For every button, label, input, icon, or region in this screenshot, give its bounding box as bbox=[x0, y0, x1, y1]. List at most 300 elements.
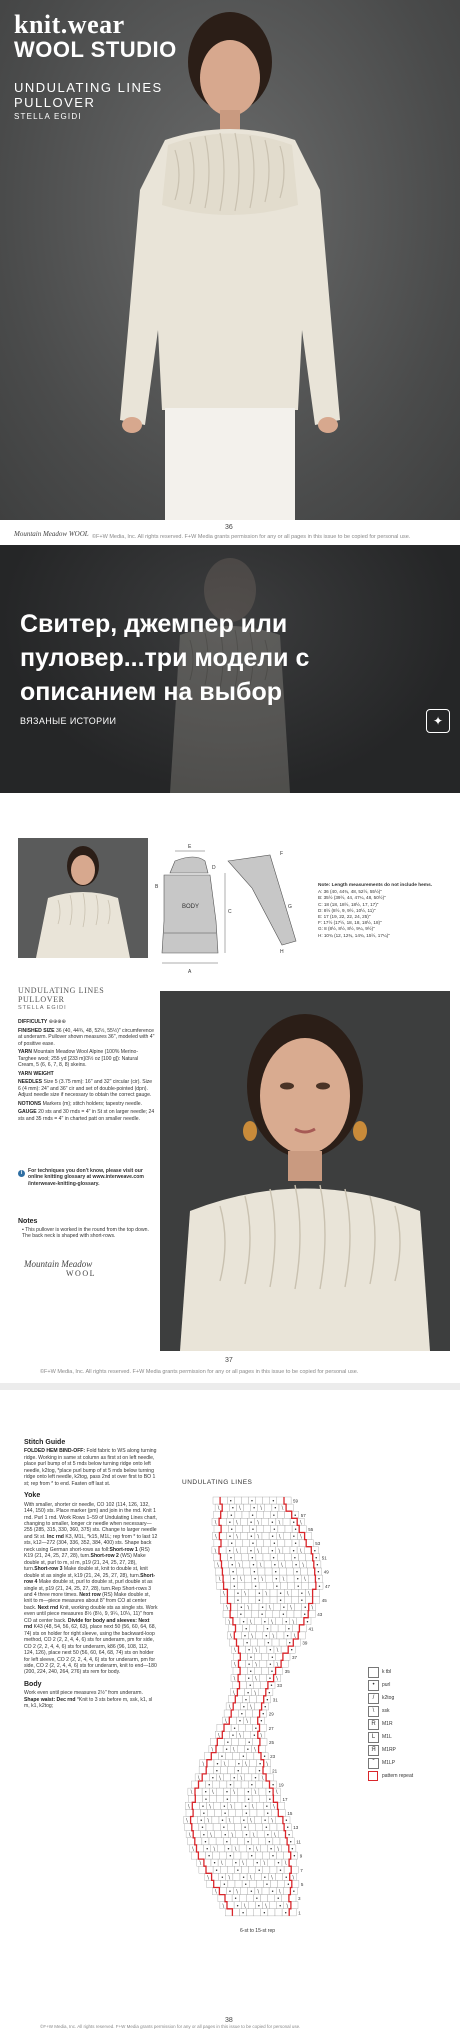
chart-cell bbox=[301, 1568, 308, 1575]
chart-cell bbox=[244, 1731, 251, 1738]
instruction-text: K3, M1L, *k15, M1L; rep from * to last 12 sts, k12—272 (304, 336, 352, 384, 400) sts. Shape back neck using German short-rows as foll: bbox=[24, 1533, 158, 1553]
chart-cell bbox=[298, 1632, 305, 1639]
chart-symbol: • bbox=[247, 1676, 251, 1683]
star-icon[interactable]: ✦ bbox=[426, 709, 450, 733]
chart-symbol: \ bbox=[240, 1576, 242, 1583]
chart-symbol: • bbox=[244, 1697, 248, 1704]
chart-symbol: • bbox=[244, 1882, 248, 1888]
chart-symbol: \ bbox=[247, 1605, 250, 1612]
chart-cell bbox=[244, 1568, 251, 1575]
chart-cell bbox=[212, 1873, 219, 1880]
chart-cell bbox=[306, 1540, 313, 1547]
chart-cell bbox=[221, 1540, 228, 1547]
chart-cell bbox=[277, 1632, 284, 1639]
chart-cell bbox=[222, 1731, 229, 1738]
chart-row-number: 45 bbox=[321, 1598, 327, 1603]
chart-symbol: • bbox=[215, 1867, 219, 1874]
notes-heading: Notes bbox=[18, 1218, 38, 1225]
magazine-brand bbox=[14, 12, 177, 121]
chart-cell bbox=[224, 1774, 231, 1781]
chart-cell bbox=[283, 1653, 290, 1660]
measurement-item: G: 8 (8½, 8½, 8½, 9¼, 9½)" bbox=[318, 926, 375, 932]
legend-symbol-icon: • bbox=[368, 1680, 379, 1691]
instruction-step-label: Divide for body and sleeves: Next rnd bbox=[24, 1617, 150, 1631]
chart-row-number: 29 bbox=[268, 1711, 274, 1717]
chart-symbol: \ bbox=[273, 1803, 275, 1810]
chart-symbol: • bbox=[250, 1782, 254, 1789]
banner-headline[interactable]: Свитер, джемпер или пуловер...три модели с описанием на выбор bbox=[20, 610, 310, 706]
technique-note-text[interactable]: For techniques you don't know, please visit our online knitting glossary at www.interweave.com /interweave-knitting-glossary. bbox=[28, 1168, 144, 1187]
chart-row-number: 25 bbox=[269, 1740, 275, 1745]
chart-symbol: • bbox=[251, 1541, 255, 1548]
chart-symbol: • bbox=[289, 1839, 293, 1846]
chart-symbol: \ bbox=[251, 1633, 253, 1640]
spec-label: YARN WEIGHT bbox=[18, 1070, 54, 1077]
chart-symbol: \ bbox=[302, 1562, 305, 1569]
chart-cell bbox=[241, 1781, 248, 1788]
chart-cell bbox=[286, 1504, 293, 1511]
chart-symbol: • bbox=[282, 1605, 286, 1612]
chart-symbol: \ bbox=[224, 1718, 227, 1725]
chart-cell bbox=[262, 1518, 269, 1525]
chart-cell bbox=[244, 1575, 251, 1582]
chart-symbol: • bbox=[222, 1825, 226, 1832]
chart-cell bbox=[231, 1710, 238, 1717]
chart-cell bbox=[254, 1753, 261, 1760]
chart-cell bbox=[244, 1611, 251, 1618]
chart-cell bbox=[220, 1781, 227, 1788]
chart-symbol: • bbox=[317, 1576, 321, 1583]
chart-cell bbox=[216, 1746, 223, 1753]
chart-row-number: 9 bbox=[299, 1853, 303, 1859]
chart-symbol: • bbox=[244, 1626, 248, 1633]
instruction-text: Make double st, knit to double st, knit double st as single st, k19 (21, 24, 25, 27, 28), turn. bbox=[24, 1566, 148, 1579]
chart-symbol: • bbox=[272, 1512, 276, 1519]
chart-cell bbox=[241, 1852, 248, 1859]
chart-cell bbox=[249, 1880, 256, 1887]
chart-cell bbox=[284, 1852, 291, 1859]
section-heading: Body bbox=[24, 1680, 42, 1688]
chart-row-number: 57 bbox=[300, 1512, 306, 1518]
page-38-footer bbox=[0, 2017, 460, 2029]
chart-cell bbox=[255, 1653, 262, 1660]
spec-item bbox=[18, 1028, 156, 1048]
chart-symbol: \ bbox=[211, 1747, 214, 1754]
chart-cell bbox=[271, 1625, 278, 1632]
legend-item bbox=[368, 1667, 458, 1680]
chart-symbol: • bbox=[315, 1562, 319, 1569]
chart-cell bbox=[234, 1852, 241, 1859]
chart-symbol: • bbox=[244, 1803, 248, 1810]
chart-symbol: • bbox=[255, 1860, 259, 1867]
chart-symbol: • bbox=[276, 1896, 280, 1903]
chart-symbol: • bbox=[272, 1541, 276, 1548]
chart-symbol: \ bbox=[229, 1633, 232, 1640]
chart-cell bbox=[249, 1767, 256, 1774]
pattern-specs bbox=[18, 1019, 156, 1124]
chart-symbol: \ bbox=[236, 1519, 238, 1526]
chart-cell bbox=[223, 1575, 230, 1582]
chart-symbol: • bbox=[225, 1789, 229, 1796]
chart-symbol: • bbox=[263, 1754, 267, 1761]
chart-symbol: • bbox=[229, 1555, 233, 1562]
chart-cell bbox=[224, 1724, 231, 1731]
chart-cell bbox=[217, 1795, 224, 1802]
chart-symbol: • bbox=[254, 1583, 258, 1590]
chart-symbol: \ bbox=[197, 1775, 200, 1782]
chart-cell bbox=[258, 1568, 265, 1575]
chart-symbol: • bbox=[245, 1640, 249, 1647]
copyright-text: ©F+W Media, Inc. All rights reserved. F+W Media grants permission for any or all pages in this issue to be copied for personal use. bbox=[92, 534, 411, 540]
chart-cell bbox=[235, 1525, 242, 1532]
chart-cell bbox=[234, 1781, 241, 1788]
chart-cell bbox=[242, 1511, 249, 1518]
chart-cell bbox=[278, 1802, 285, 1809]
chart-cell bbox=[213, 1781, 220, 1788]
chart-cell bbox=[291, 1596, 298, 1603]
chart-symbol: • bbox=[231, 1732, 235, 1739]
chart-cell bbox=[289, 1859, 296, 1866]
chart-cell bbox=[224, 1582, 231, 1589]
chart-symbol: • bbox=[254, 1775, 257, 1782]
chart-row-number: 49 bbox=[323, 1569, 329, 1575]
banner-category[interactable]: ВЯЗАНЫЕ ИСТОРИИ bbox=[20, 716, 117, 726]
chart-cell bbox=[278, 1880, 285, 1887]
chart-row-number: 53 bbox=[315, 1541, 321, 1547]
legend-label: k2tog bbox=[382, 1695, 395, 1701]
chart-cell bbox=[213, 1497, 220, 1504]
chart-cell bbox=[237, 1689, 244, 1696]
chart-symbol: • bbox=[281, 1612, 285, 1619]
chart-cell bbox=[262, 1852, 269, 1859]
chart-symbol: \ bbox=[277, 1846, 280, 1853]
chart-row-number: 59 bbox=[293, 1498, 299, 1504]
chart-symbol: • bbox=[257, 1598, 261, 1604]
pattern-title bbox=[18, 986, 148, 1004]
chart-cell bbox=[271, 1809, 278, 1816]
chart-cell bbox=[237, 1568, 244, 1575]
chart-symbol: • bbox=[223, 1811, 227, 1817]
chart-symbol: • bbox=[232, 1583, 236, 1590]
chart-cell bbox=[285, 1540, 292, 1547]
spec-item bbox=[18, 1109, 156, 1122]
chart-symbol: \ bbox=[217, 1732, 220, 1739]
chart-symbol: • bbox=[236, 1867, 240, 1874]
garment-schematic bbox=[150, 833, 300, 983]
chart-symbol: • bbox=[270, 1683, 273, 1690]
chart-cell bbox=[220, 1852, 227, 1859]
article-banner[interactable] bbox=[0, 545, 460, 793]
chart-cell bbox=[237, 1838, 244, 1845]
copyright-text: ©F+W Media, Inc. All rights reserved. F+W Media grants permission for any or all pages in this issue to be copied for personal use. bbox=[40, 1369, 359, 1375]
chart-symbol: • bbox=[232, 1576, 236, 1583]
chart-symbol: \ bbox=[292, 1874, 295, 1881]
chart-cell bbox=[257, 1540, 264, 1547]
chart-symbol: • bbox=[245, 1832, 248, 1839]
chart-cell bbox=[277, 1852, 284, 1859]
spec-item bbox=[18, 1079, 156, 1099]
chart-cell bbox=[233, 1653, 240, 1660]
chart-symbol: \ bbox=[274, 1832, 276, 1839]
chart-cell bbox=[192, 1802, 199, 1809]
legend-label: ssk bbox=[382, 1708, 390, 1714]
chart-symbol: • bbox=[202, 1811, 206, 1817]
chart-symbol: • bbox=[236, 1768, 240, 1775]
chart-cell bbox=[238, 1795, 245, 1802]
chart-symbol: \ bbox=[246, 1718, 248, 1725]
chart-symbol: • bbox=[272, 1555, 276, 1562]
chart-cell bbox=[299, 1554, 306, 1561]
chart-cell bbox=[270, 1589, 277, 1596]
chart-cell bbox=[191, 1852, 198, 1859]
chart-symbol: \ bbox=[276, 1647, 279, 1654]
chart-symbol: \ bbox=[255, 1647, 258, 1654]
chart-row-number: 15 bbox=[287, 1811, 293, 1816]
chart-cell bbox=[236, 1625, 243, 1632]
chart-cell bbox=[207, 1760, 214, 1767]
instruction-text: *Knit to 3 sts before m, ssk, k1, sl m, k1, k2tog; bbox=[24, 1696, 153, 1710]
chart-symbol: • bbox=[266, 1626, 269, 1633]
chart-symbol: • bbox=[230, 1541, 234, 1548]
chart-cell bbox=[255, 1781, 262, 1788]
chart-cell bbox=[254, 1873, 261, 1880]
mountain-meadow-logo bbox=[24, 1259, 96, 1278]
chart-symbol: \ bbox=[257, 1889, 260, 1896]
chart-cell bbox=[235, 1696, 242, 1703]
chart-cell bbox=[240, 1682, 247, 1689]
wool-studio-title: WOOL STUDIO bbox=[14, 37, 177, 62]
chart-cell bbox=[233, 1817, 240, 1824]
chart-symbol: • bbox=[239, 1605, 243, 1612]
chart-symbol: • bbox=[249, 1519, 253, 1526]
pattern-title-line2: PULLOVER bbox=[14, 95, 96, 110]
chart-symbol: \ bbox=[303, 1576, 306, 1583]
chart-cell bbox=[277, 1554, 284, 1561]
chart-row-number: 7 bbox=[300, 1867, 303, 1873]
chart-cell bbox=[219, 1533, 226, 1540]
spec-item bbox=[18, 1101, 156, 1108]
chart-cell bbox=[242, 1596, 249, 1603]
pattern-title-line2: PULLOVER bbox=[18, 995, 65, 1004]
chart-cell bbox=[262, 1533, 269, 1540]
chart-cell bbox=[256, 1880, 263, 1887]
chart-cell bbox=[273, 1795, 280, 1802]
chart-symbol: • bbox=[318, 1583, 321, 1590]
chart-symbol: • bbox=[247, 1661, 251, 1668]
chart-legend bbox=[368, 1667, 458, 1784]
chart-symbol: • bbox=[279, 1590, 283, 1597]
chart-symbol: \ bbox=[249, 1874, 252, 1881]
chart-row-number: 21 bbox=[272, 1768, 278, 1774]
chart-symbol: \ bbox=[300, 1534, 302, 1541]
chart-cell bbox=[277, 1497, 284, 1504]
instruction-text: Knit, working double sts as single sts. Work even until piece measures 8½ (8½, 9, 9¼, 10¼, 11)" from CO at center back. bbox=[24, 1604, 158, 1624]
chart-symbol: \ bbox=[268, 1605, 271, 1612]
chart-symbol: • bbox=[271, 1782, 275, 1789]
chart-cell bbox=[254, 1909, 261, 1916]
chart-symbol: • bbox=[228, 1853, 232, 1860]
chart-symbol: \ bbox=[222, 1903, 225, 1910]
chart-cell bbox=[263, 1554, 270, 1561]
chart-symbol: \ bbox=[276, 1676, 278, 1683]
chart-symbol: \ bbox=[210, 1832, 212, 1839]
chart-cell bbox=[231, 1795, 238, 1802]
chart-cell bbox=[214, 1802, 221, 1809]
brand-logo-wool: WOOL bbox=[66, 1269, 96, 1278]
knitwear-logo: knit.wear bbox=[14, 10, 125, 39]
chart-cell bbox=[263, 1596, 270, 1603]
chart-cell bbox=[266, 1575, 273, 1582]
chart-cell bbox=[234, 1632, 241, 1639]
chart-symbol: \ bbox=[252, 1832, 255, 1839]
chart-cell bbox=[293, 1639, 300, 1646]
chart-cell bbox=[195, 1795, 202, 1802]
chart-symbol: \ bbox=[245, 1761, 247, 1768]
chart-cell bbox=[270, 1902, 277, 1909]
chart-symbol: \ bbox=[251, 1803, 254, 1810]
legend-label: pattern repeat bbox=[382, 1773, 414, 1779]
chart-symbol: • bbox=[293, 1555, 297, 1562]
chart-symbol: • bbox=[204, 1789, 208, 1796]
technique-note[interactable] bbox=[18, 1168, 156, 1187]
chart-symbol: \ bbox=[207, 1874, 209, 1881]
chart-cell bbox=[250, 1760, 257, 1767]
chart-symbol: \ bbox=[235, 1548, 238, 1555]
chart-row-number: 37 bbox=[292, 1654, 298, 1660]
chart-symbol: • bbox=[287, 1832, 291, 1839]
legend-label: M1LP bbox=[382, 1760, 396, 1766]
chart-symbol: • bbox=[231, 1505, 235, 1512]
chart-cell bbox=[250, 1696, 257, 1703]
chart-symbol: \ bbox=[257, 1534, 260, 1541]
chart-symbol: • bbox=[225, 1796, 229, 1803]
chart-row-number: 11 bbox=[296, 1839, 301, 1845]
chart-symbol: • bbox=[249, 1654, 253, 1661]
chart-row-number: 31 bbox=[272, 1697, 278, 1703]
chart-symbol: • bbox=[211, 1775, 215, 1782]
instruction-step-label: Shape waist: Dec rnd bbox=[24, 1696, 76, 1703]
chart-cell bbox=[261, 1682, 268, 1689]
chart-cell bbox=[264, 1540, 271, 1547]
chart-cell bbox=[273, 1838, 280, 1845]
chart-cell bbox=[195, 1788, 202, 1795]
chart-cell bbox=[309, 1582, 316, 1589]
chart-cell bbox=[188, 1838, 195, 1845]
chart-symbol: \ bbox=[214, 1889, 217, 1896]
chart-symbol: \ bbox=[244, 1590, 246, 1597]
chart-cell bbox=[220, 1497, 227, 1504]
chart-symbol: • bbox=[229, 1782, 232, 1789]
chart-cell bbox=[215, 1831, 222, 1838]
chart-symbol: \ bbox=[239, 1732, 241, 1739]
legend-symbol-icon: / bbox=[368, 1693, 379, 1704]
chart-symbol: • bbox=[271, 1889, 275, 1896]
chart-symbol: \ bbox=[209, 1803, 211, 1810]
page-number: 38 bbox=[225, 2017, 233, 2024]
chart-symbol: • bbox=[290, 1647, 294, 1654]
chart-cell bbox=[206, 1824, 213, 1831]
chart-cell bbox=[259, 1788, 266, 1795]
chart-symbol: • bbox=[222, 1803, 226, 1810]
legend-label: M1L bbox=[382, 1734, 392, 1740]
chart-cell bbox=[214, 1511, 221, 1518]
chart-symbol: \ bbox=[233, 1676, 236, 1683]
chart-symbol: • bbox=[264, 1825, 268, 1832]
chart-symbol: \ bbox=[257, 1548, 259, 1555]
chart-cell bbox=[239, 1646, 246, 1653]
chart-cell bbox=[279, 1568, 286, 1575]
brand-logo-script: Mountain Meadow bbox=[24, 1259, 93, 1269]
chart-symbol: • bbox=[262, 1910, 266, 1917]
chart-symbol: \ bbox=[233, 1690, 235, 1697]
chart-cell bbox=[243, 1561, 250, 1568]
chart-symbol: \ bbox=[278, 1519, 281, 1526]
chart-symbol: • bbox=[263, 1619, 267, 1626]
chart-symbol: \ bbox=[254, 1690, 257, 1697]
chart-symbol: \ bbox=[276, 1661, 279, 1668]
chart-symbol: • bbox=[270, 1654, 274, 1661]
chart-title: UNDULATING LINES bbox=[182, 1479, 253, 1486]
chart-cell bbox=[266, 1611, 273, 1618]
chart-cell bbox=[236, 1809, 243, 1816]
chart-symbol: \ bbox=[214, 1534, 217, 1541]
chart-symbol: • bbox=[300, 1598, 304, 1604]
chart-cell bbox=[276, 1817, 283, 1824]
chart-symbol: • bbox=[246, 1839, 250, 1846]
chart-cell bbox=[299, 1540, 306, 1547]
chart-cell bbox=[249, 1589, 256, 1596]
chart-cell bbox=[214, 1525, 221, 1532]
measurement-item: H: 10¾ (12, 12¾, 14¾, 15½, 17¼)" bbox=[318, 932, 390, 938]
chart-cell bbox=[259, 1675, 266, 1682]
chart-cell bbox=[219, 1518, 226, 1525]
chart-cell bbox=[239, 1895, 246, 1902]
chart-symbol: \ bbox=[292, 1619, 295, 1626]
chart-symbol: \ bbox=[282, 1576, 285, 1583]
chart-cell bbox=[229, 1639, 236, 1646]
chart-cell bbox=[256, 1554, 263, 1561]
chart-cell bbox=[249, 1824, 256, 1831]
chart-symbol: • bbox=[248, 1683, 252, 1690]
chart-symbol: \ bbox=[293, 1633, 296, 1640]
chart-cell bbox=[256, 1511, 263, 1518]
chart-symbol: \ bbox=[255, 1661, 258, 1668]
chart-symbol: • bbox=[236, 1903, 240, 1910]
chart-symbol: • bbox=[242, 1874, 246, 1881]
chart-cell bbox=[262, 1888, 269, 1895]
chart-cell bbox=[299, 1625, 306, 1632]
chart-cell bbox=[233, 1703, 240, 1710]
legend-item bbox=[368, 1771, 458, 1784]
chart-symbol: \ bbox=[223, 1761, 226, 1768]
chart-symbol: \ bbox=[272, 1633, 275, 1640]
chart-cell bbox=[306, 1596, 313, 1603]
chart-symbol: \ bbox=[281, 1505, 284, 1512]
chart-symbol: • bbox=[270, 1548, 274, 1555]
chart-symbol: \ bbox=[188, 1832, 191, 1839]
chart-cell bbox=[233, 1667, 240, 1674]
chart-symbol: \ bbox=[187, 1803, 190, 1810]
chart-cell bbox=[294, 1611, 301, 1618]
chart-cell bbox=[186, 1809, 193, 1816]
chart-symbol: \ bbox=[278, 1534, 281, 1541]
chart-symbol: \ bbox=[186, 1818, 188, 1825]
chart-cell bbox=[284, 1497, 291, 1504]
instruction-step-label: Inc rnd bbox=[46, 1533, 64, 1540]
chart-cell bbox=[283, 1533, 290, 1540]
chart-symbol: • bbox=[251, 1512, 255, 1519]
chart-symbol: • bbox=[213, 1860, 217, 1867]
